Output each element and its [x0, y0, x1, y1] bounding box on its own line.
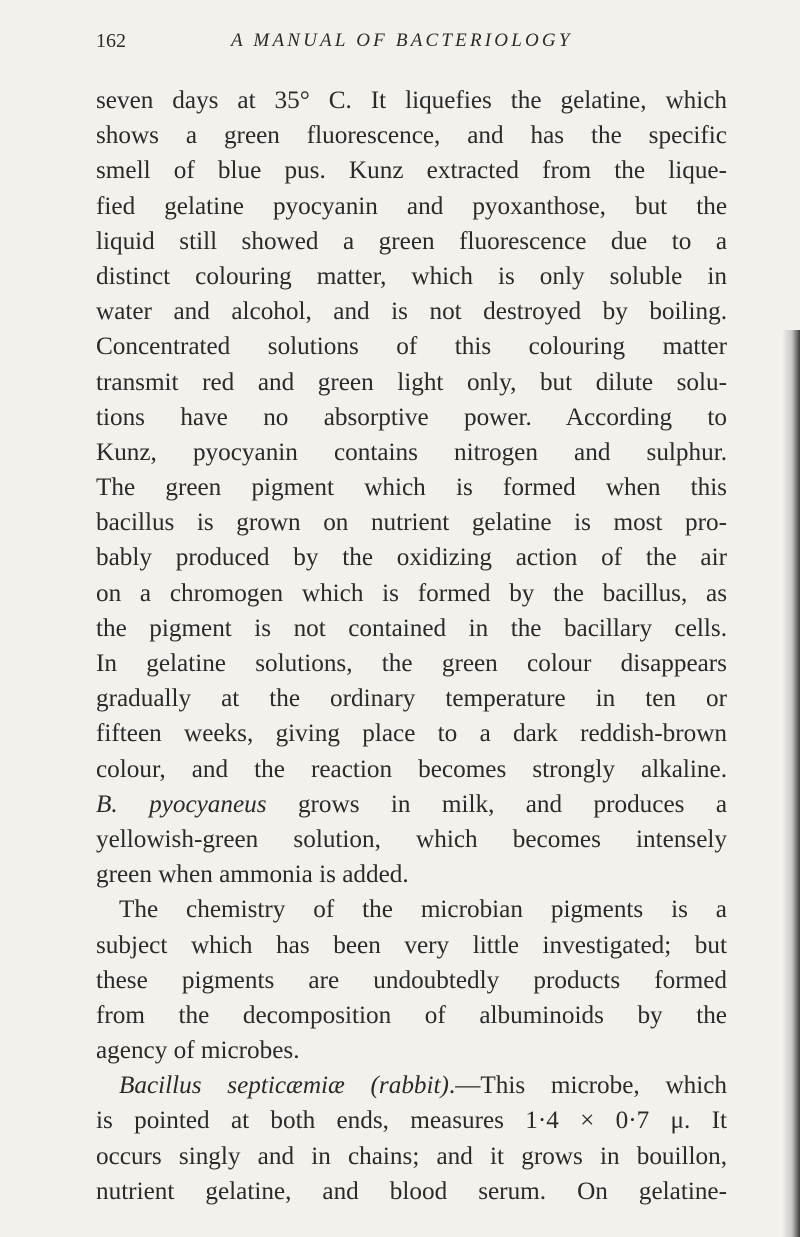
text-line: occurs singly and in chains; and it grows in bouillon,	[96, 1142, 727, 1170]
body-text	[96, 83, 727, 1209]
text-line: distinct colouring matter, which is only soluble in	[96, 262, 727, 290]
paragraph-start-line: The chemistry of the microbian pigments is a	[119, 896, 727, 924]
text-line: subject which has been very little investigated; but	[96, 931, 727, 959]
page-number: 162	[96, 30, 126, 52]
text-line: transmit red and green light only, but dilute solu-	[96, 368, 727, 396]
text-line: In gelatine solutions, the green colour disappears	[96, 650, 727, 677]
text-line: shows a green fluorescence, and has the specific	[96, 122, 727, 150]
text-line: Concentrated solutions of this colouring matter	[96, 333, 727, 361]
species-name: B. pyocyaneus	[96, 790, 267, 818]
running-title: A MANUAL OF BACTERIOLOGY	[231, 30, 573, 51]
text-line: seven days at 35° C. It liquefies the gelatine, which	[96, 87, 727, 114]
species-name: Bacillus septicæmiæ (rabbit)	[119, 1072, 449, 1100]
text-line: B. pyocyaneus grows in milk, and produces a	[96, 790, 727, 818]
text-line: yellowish-green solution, which becomes intensely	[96, 825, 727, 853]
text-line: Kunz, pyocyanin contains nitrogen and sulphur.	[96, 438, 727, 466]
text-line: fifteen weeks, giving place to a dark reddish-brown	[96, 720, 727, 748]
text-line: smell of blue pus. Kunz extracted from the lique-	[96, 157, 727, 185]
text-line: the pigment is not contained in the bacillary cells.	[96, 614, 727, 642]
text-line: on a chromogen which is formed by the bacillus, as	[96, 579, 727, 607]
text-line: bacillus is grown on nutrient gelatine is most pro-	[96, 509, 727, 537]
page-edge-shadow	[782, 330, 800, 1237]
text-line: colour, and the reaction becomes strongly alkaline.	[96, 755, 727, 783]
text-line: green when ammonia is added.	[96, 861, 409, 889]
text-line: is pointed at both ends, measures 1·4 × 0·7 μ. It	[96, 1107, 727, 1135]
text-line: water and alcohol, and is not destroyed by boiling.	[96, 298, 727, 326]
page-header	[96, 30, 736, 64]
text-line: these pigments are undoubtedly products formed	[96, 966, 727, 994]
text-line: gradually at the ordinary temperature in ten or	[96, 685, 727, 713]
text-line: tions have no absorptive power. According to	[96, 403, 727, 431]
text-line: fied gelatine pyocyanin and pyoxanthose, but the	[96, 192, 727, 220]
text-line: from the decomposition of albuminoids by the	[96, 1001, 727, 1029]
paragraph-start-line: Bacillus septicæmiæ (rabbit).—This microbe, which	[119, 1072, 727, 1100]
text-line: agency of microbes.	[96, 1037, 300, 1065]
text-line: bably produced by the oxidizing action of the air	[96, 544, 727, 572]
text-line: nutrient gelatine, and blood serum. On gelatine-	[96, 1177, 727, 1205]
text-line: liquid still showed a green fluorescence due to a	[96, 227, 727, 255]
text-line: The green pigment which is formed when this	[96, 474, 727, 502]
